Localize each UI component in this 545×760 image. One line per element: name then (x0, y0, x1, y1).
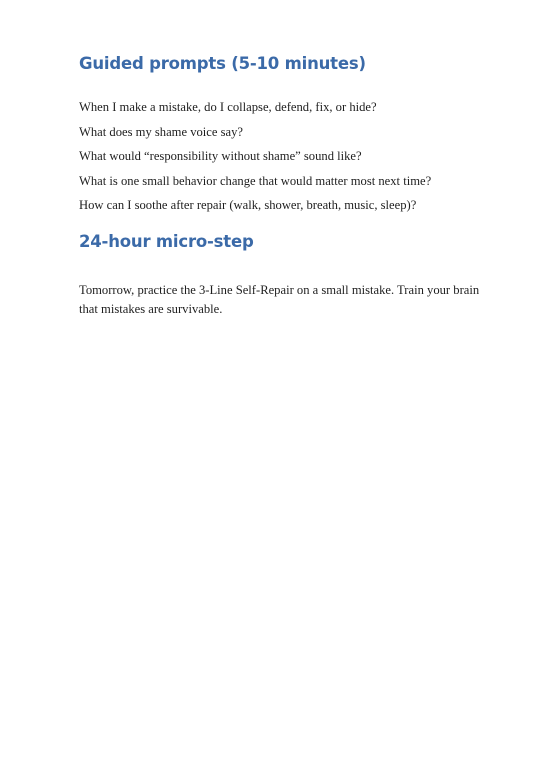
micro-step-heading: 24-hour micro-step (79, 232, 254, 251)
prompt-item: What would “responsibility without shame” sound like? (79, 149, 362, 163)
micro-step-paragraph: Tomorrow, practice the 3-Line Self-Repair on a small mistake. Train your brain that mistakes are survivable. (79, 283, 480, 316)
guided-prompts-heading: Guided prompts (5-10 minutes) (79, 54, 366, 73)
prompt-item: When I make a mistake, do I collapse, defend, fix, or hide? (79, 100, 377, 114)
prompt-list (79, 99, 431, 222)
prompt-item: What does my shame voice say? (79, 124, 244, 139)
prompt-item: What is one small behavior change that would matter most next time? (79, 173, 432, 188)
prompt-item: How can I soothe after repair (walk, shower, breath, music, sleep)? (79, 198, 417, 212)
